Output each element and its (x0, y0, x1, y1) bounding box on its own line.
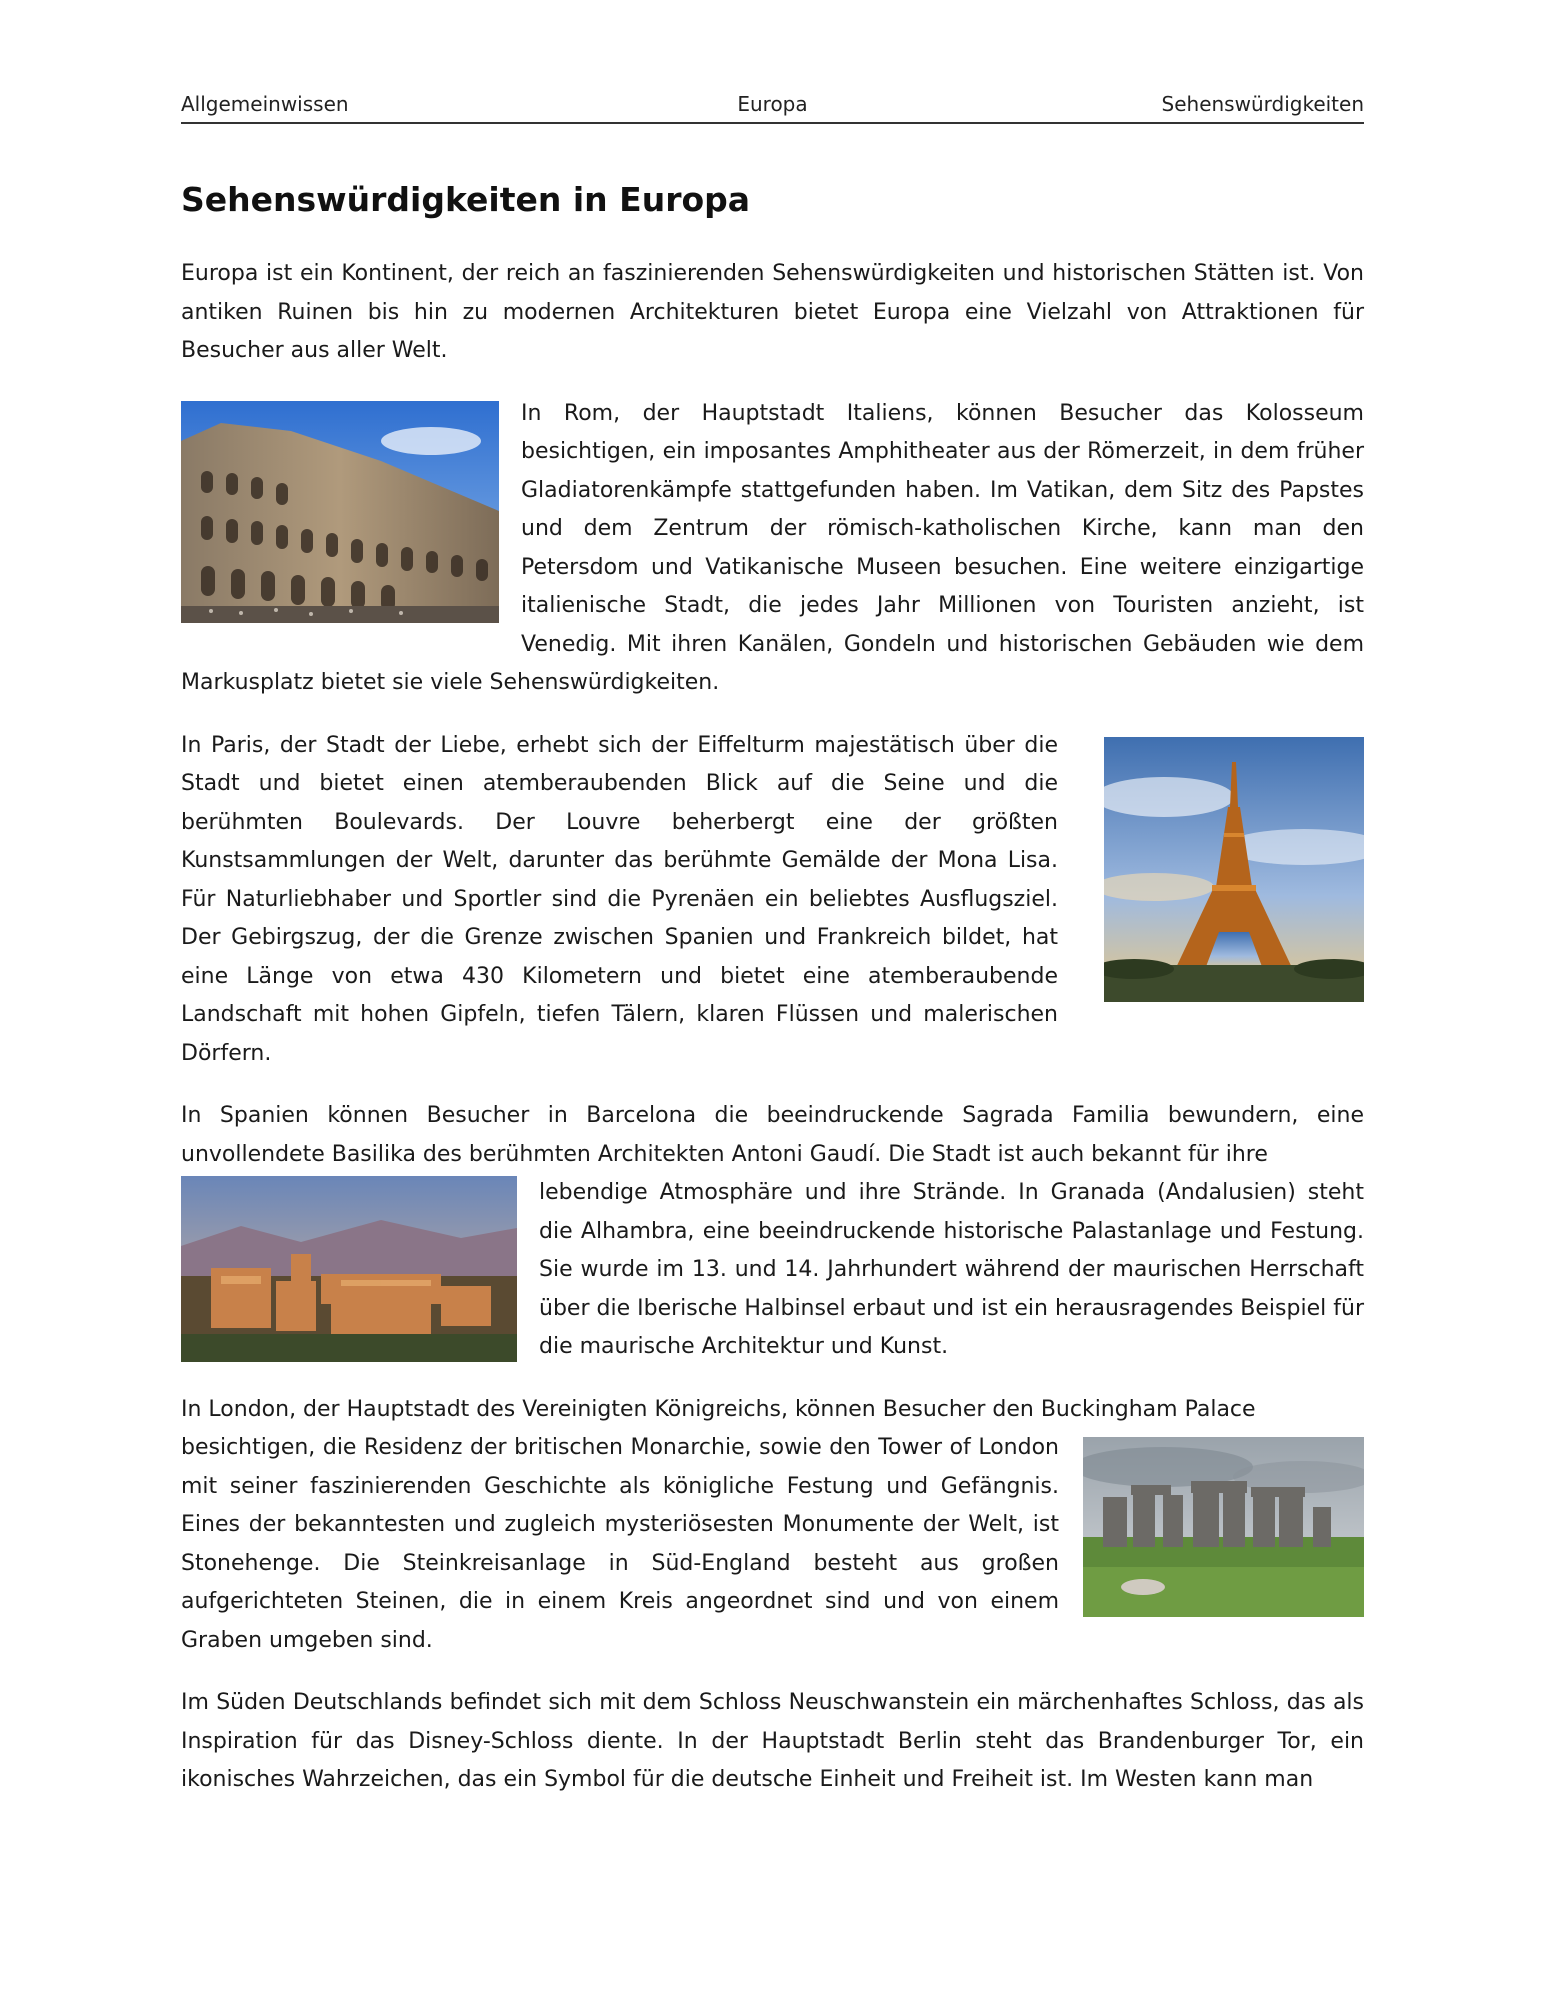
germany-paragraph: Im Süden Deutschlands befindet sich mit dem Schloss Neuschwanstein ein märchenhaftes Schloss, das als Inspiration für das Disney-Schloss diente. In der Hauptstadt Berlin steht das Brandenburger Tor, ein ikonisches Wahrzeichen, das ein Symbol für die deutsche Einheit und Freiheit ist. Im Westen kann man (181, 1690, 1364, 1792)
rome-paragraph: In Rom, der Hauptstadt Italiens, können Besucher das Kolosseum besichtigen, ein imposantes Amphitheater aus der Römerzeit, in dem früher Gladiatorenkämpfe stattgefunden haben. Im Vatikan, dem Sitz des Papstes und dem Zentrum der römisch-katholischen Kirche, kann man den Petersdom und Vatikanische Museen besuchen. Eine weitere einzigartige italienische Stadt, die jedes Jahr Millionen von Touristen anzieht, ist Venedig. Mit ihren Kanälen, Gondeln und historischen Gebäuden wie dem Markusplatz bietet sie viele Sehenswürdigkeiten. (181, 400, 1364, 695)
document-body (181, 180, 1364, 1824)
spain-paragraph-continued: lebendige Atmosphäre und ihre Strände. In Granada (Andalusien) steht die Alhambra, eine beeindruckende historische Palastanlage und Festung. Sie wurde im 13. und 14. Jahrhundert während der maurischen Herrschaft über die Iberische Halbinsel erbaut und ist ein herausragendes Beispiel für die maurische Architektur und Kunst. (539, 1180, 1364, 1359)
stonehenge-photo (1083, 1437, 1364, 1617)
paris-paragraph: In Paris, der Stadt der Liebe, erhebt sich der Eiffelturm majestätisch über die Stadt und bietet einen atemberaubenden Blick auf die Seine und die berühmten Boulevards. Der Louvre beherbergt eine der größten Kunstsammlungen der Welt, darunter das berühmte Gemälde der Mona Lisa. Für Naturliebhaber und Sportler sind die Pyrenäen ein beliebtes Ausflugsziel. Der Gebirgszug, der die Grenze zwischen Spanien und Frankreich bildet, hat eine Länge von etwa 430 Kilometern und bietet eine atemberaubende Landschaft mit hohen Gipfeln, tiefen Tälern, klaren Flüssen und malerischen Dörfern. (181, 732, 1058, 1066)
london-paragraph-start: In London, der Hauptstadt des Vereinigten Königreichs, können Besucher den Buckingham Palace (181, 1396, 1256, 1422)
header-left-text: Allgemeinwissen (181, 92, 349, 116)
colosseum-photo (181, 401, 499, 623)
page-title: Sehenswürdigkeiten in Europa (181, 180, 751, 219)
alhambra-photo (181, 1176, 517, 1362)
header-center-text: Europa (737, 92, 808, 116)
header-right-text: Sehenswürdigkeiten (1161, 92, 1364, 116)
eiffel-tower-photo (1104, 737, 1364, 1002)
london-paragraph-continued: besichtigen, die Residenz der britischen Monarchie, sowie den Tower of London mit seiner faszinierenden Geschichte als königliche Festung und Gefängnis. Eines der bekanntesten und zugleich mysteriösesten Monumente der Welt, ist Stonehenge. Die Steinkreisanlage in Süd-England besteht aus großen aufgerichteten Steinen, die in einem Kreis angeordnet sind und von einem Graben umgeben sind. (181, 1435, 1059, 1653)
intro-paragraph: Europa ist ein Kontinent, der reich an faszinierenden Sehenswürdigkeiten und historischen Stätten ist. Von antiken Ruinen bis hin zu modernen Architekturen bietet Europa eine Vielzahl von Attraktionen für Besucher aus aller Welt. (181, 261, 1364, 363)
spain-paragraph-start: In Spanien können Besucher in Barcelona die beeindruckende Sagrada Familia bewundern, eine unvollendete Basilika des berühmten Architekten Antoni Gaudí. Die Stadt ist auch bekannt für ihre (181, 1103, 1364, 1167)
page-header (181, 92, 1364, 124)
